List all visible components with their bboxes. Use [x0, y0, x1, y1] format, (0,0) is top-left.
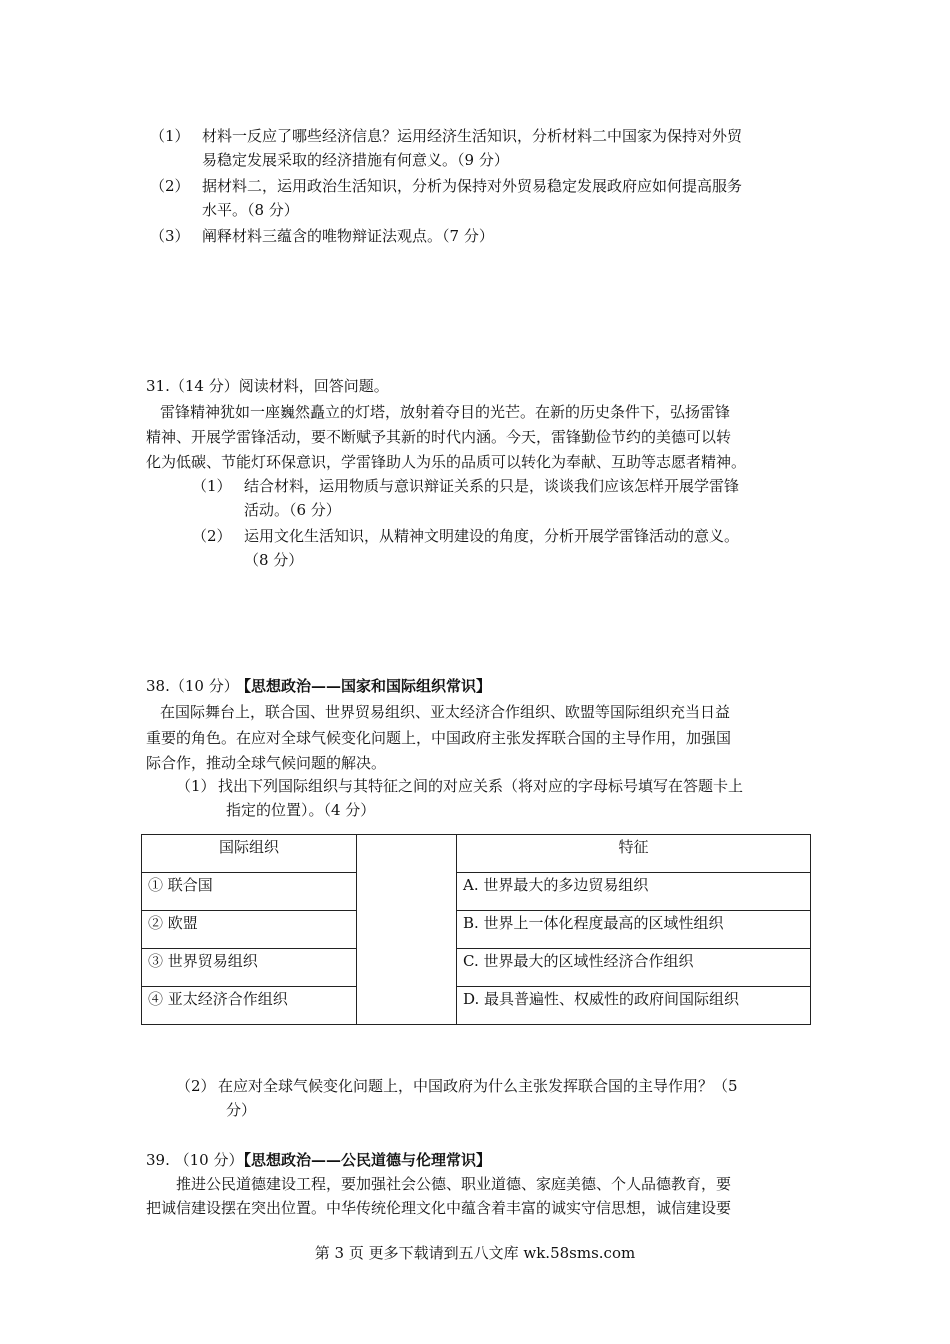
table-blank-column — [357, 835, 457, 1025]
q31-item-2-line1: 运用文化生活知识，从精神文明建设的角度，分析开展学雷锋活动的意义。 — [244, 527, 740, 545]
org-cell: ④ 亚太经济合作组织 — [142, 987, 357, 1025]
table-row — [142, 873, 811, 911]
org-cell: ② 欧盟 — [142, 911, 357, 949]
table-header-orgs: 国际组织 — [142, 835, 357, 873]
q38-item-2-line2: 分） — [226, 1101, 257, 1119]
q39-heading-title: 【思想政治——公民道德与伦理常识】 — [236, 1151, 492, 1169]
q31-item-1-line1: 结合材料，运用物质与意识辩证关系的只是，谈谈我们应该怎样开展学雷锋 — [244, 477, 740, 495]
q38-item-1-line2: 指定的位置）。（4 分） — [226, 801, 376, 819]
q38-para-line-2: 重要的角色。在应对全球气候变化问题上，中国政府主张发挥联合国的主导作用，加强国 — [146, 729, 732, 747]
q38-heading-num: 38.（10 分） — [146, 677, 239, 695]
q30-item-2-line2: 水平。（8 分） — [202, 201, 299, 219]
q31-item-2-num: （2） — [192, 527, 232, 545]
q31-para-line-3: 化为低碳、节能灯环保意识，学雷锋助人为乐的品质可以转化为奉献、互助等志愿者精神。 — [146, 453, 747, 471]
q31-item-1-num: （1） — [192, 477, 232, 495]
table-row — [142, 949, 811, 987]
org-cell: ③ 世界贸易组织 — [142, 949, 357, 987]
q30-item-3-line1: 阐释材料三蕴含的唯物辩证法观点。（7 分） — [202, 227, 494, 245]
q39-para-line-1: 推进公民道德建设工程，要加强社会公德、职业道德、家庭美德、个人品德教育，要 — [176, 1175, 732, 1193]
feature-cell: D. 最具普遍性、权威性的政府间国际组织 — [457, 987, 811, 1025]
q38-item-2-line1: 在应对全球气候变化问题上，中国政府为什么主张发挥联合国的主导作用？（5 — [218, 1077, 738, 1095]
org-cell: ① 联合国 — [142, 873, 357, 911]
q30-item-3-num: （3） — [150, 227, 190, 245]
org-feature-table — [141, 834, 811, 1025]
q31-para-line-2: 精神、开展学雷锋活动，要不断赋予其新的时代内涵。今天，雷锋勤俭节约的美德可以转 — [146, 428, 732, 446]
page-footer: 第 3 页 更多下载请到五八文库 wk.58sms.com — [314, 1244, 636, 1262]
q31-heading: 31.（14 分）阅读材料，回答问题。 — [146, 377, 389, 395]
q31-item-1-line2: 活动。（6 分） — [244, 501, 341, 519]
q31-para-line-1: 雷锋精神犹如一座巍然矗立的灯塔，放射着夺目的光芒。在新的历史条件下，弘扬雷锋 — [160, 403, 731, 421]
table-header-features: 特征 — [457, 835, 811, 873]
q38-item-1-line1: 找出下列国际组织与其特征之间的对应关系（将对应的字母标号填写在答题卡上 — [218, 777, 744, 795]
q30-item-1-line1: 材料一反应了哪些经济信息？运用经济生活知识，分析材料二中国家为保持对外贸 — [202, 127, 743, 145]
q30-item-2-num: （2） — [150, 177, 190, 195]
q30-item-2-line1: 据材料二，运用政治生活知识，分析为保持对外贸易稳定发展政府应如何提高服务 — [202, 177, 743, 195]
q39-heading-num: 39. （10 分） — [146, 1151, 244, 1169]
table-row — [142, 911, 811, 949]
q38-heading-title: 【思想政治——国家和国际组织常识】 — [236, 677, 492, 695]
feature-cell: B. 世界上一体化程度最高的区域性组织 — [457, 911, 811, 949]
q38-para-line-3: 际合作，推动全球气候问题的解决。 — [146, 754, 387, 772]
table-header-row — [142, 835, 811, 873]
q31-item-2-line2: （8 分） — [244, 551, 304, 569]
q30-item-1-num: （1） — [150, 127, 190, 145]
q38-item-1-num: （1） — [176, 777, 216, 795]
feature-cell: A. 世界最大的多边贸易组织 — [457, 873, 811, 911]
feature-cell: C. 世界最大的区域性经济合作组织 — [457, 949, 811, 987]
q30-item-1-line2: 易稳定发展采取的经济措施有何意义。（9 分） — [202, 151, 509, 169]
q38-item-2-num: （2） — [176, 1077, 216, 1095]
q38-para-line-1: 在国际舞台上，联合国、世界贸易组织、亚太经济合作组织、欧盟等国际组织充当日益 — [160, 703, 731, 721]
table-row — [142, 987, 811, 1025]
q39-para-line-2: 把诚信建设摆在突出位置。中华传统伦理文化中蕴含着丰富的诚实守信思想，诚信建设要 — [146, 1199, 732, 1217]
